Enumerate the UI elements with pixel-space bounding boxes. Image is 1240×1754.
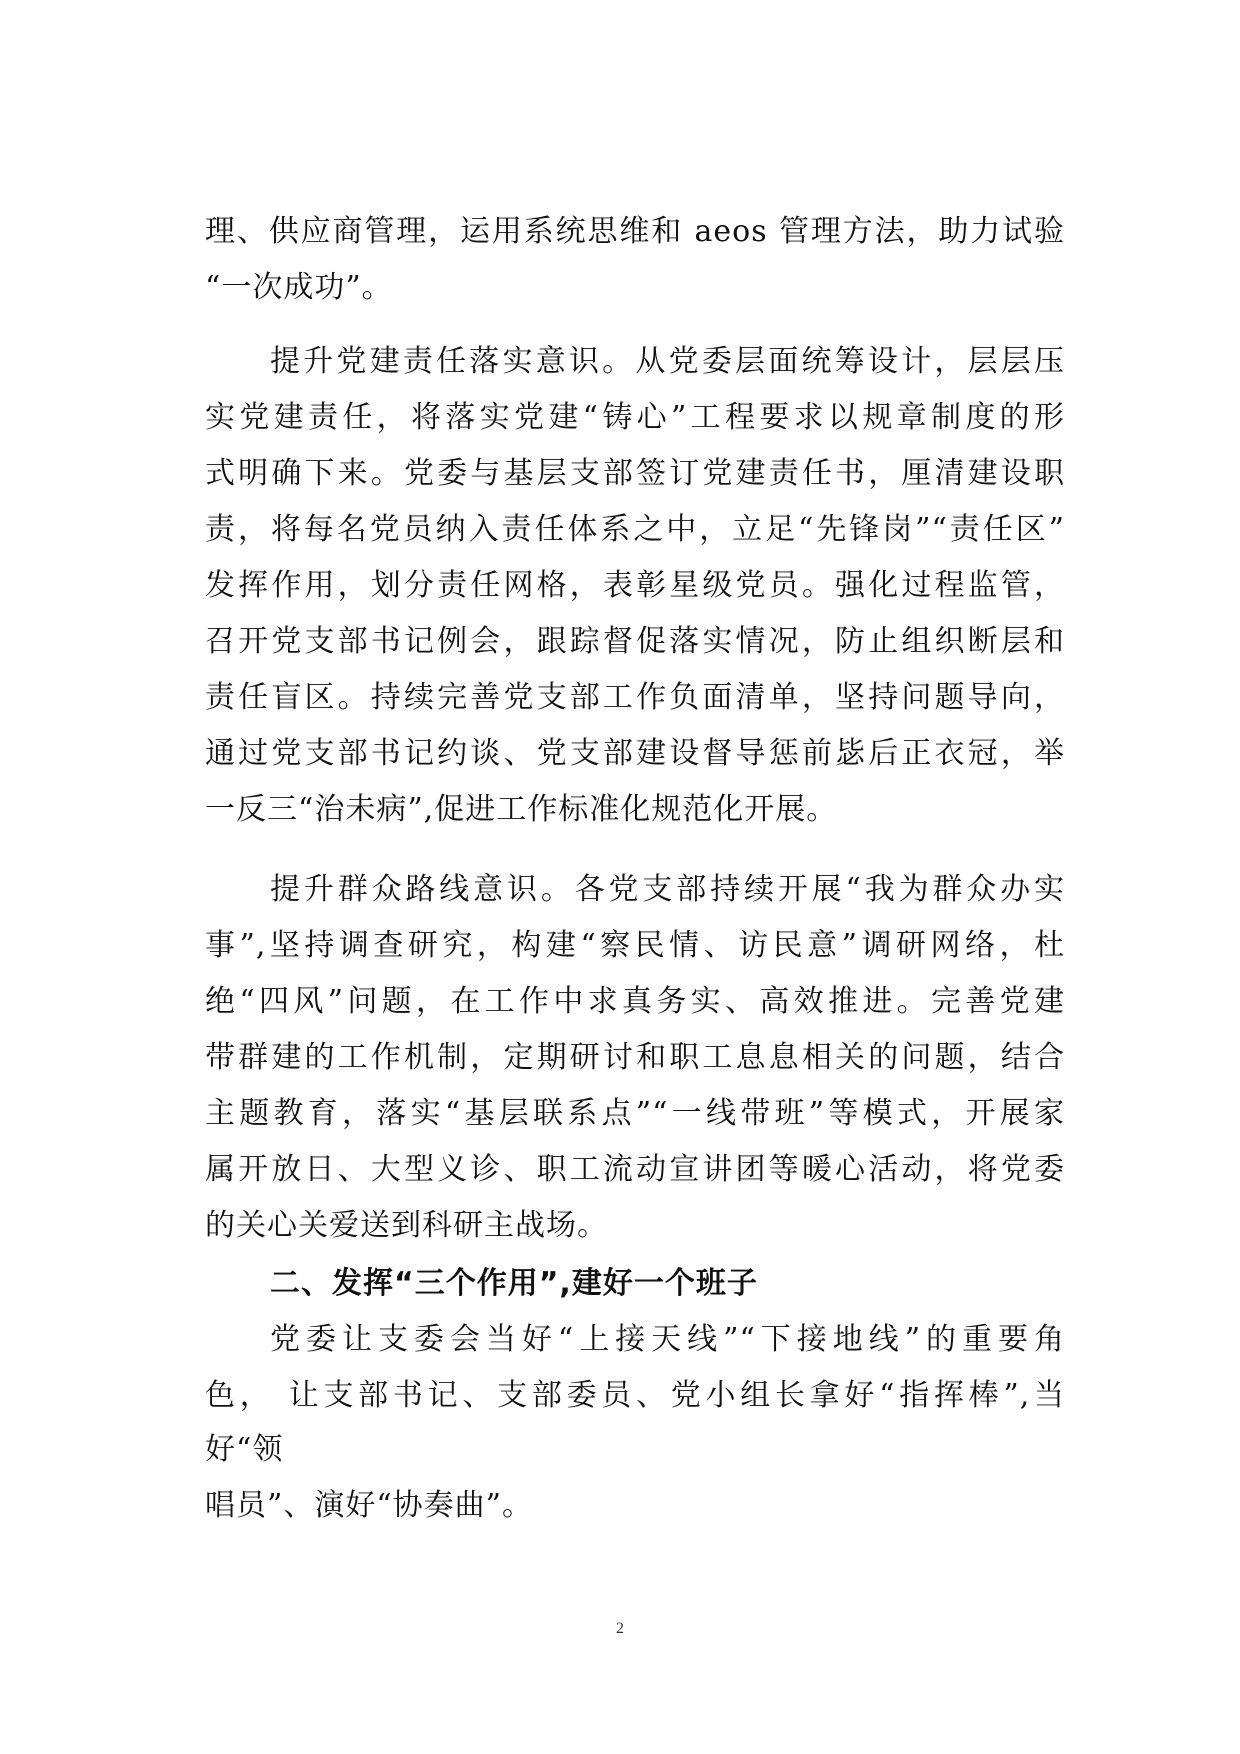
paragraph-3-line: 唱员”、演好“协奏曲”。 [205,1488,534,1523]
text-line: “一次成功”。 [205,270,393,305]
paragraph-1-line: 一反三“治未病”,促进工作标准化规范化开展。 [205,792,838,827]
paragraph-1-line: 发挥作用，划分责任网格，表彰星级党员。强化过程监管， [205,568,1065,603]
paragraph-1-line: 提升党建责任落实意识。从党委层面统筹设计，层层压 [270,344,1065,379]
paragraph-1-line: 责，将每名党员纳入责任体系之中，立足“先锋岗”“责任区” [205,512,1065,547]
paragraph-3-line: 党委让支委会当好“上接天线”“下接地线”的重要角 [270,1322,1065,1357]
page-number: 2 [616,1620,624,1637]
paragraph-2-line: 绝“四风”问题，在工作中求真务实、高效推进。完善党建 [205,984,1065,1019]
paragraph-2-line: 的关心关爱送到科研主战场。 [205,1208,608,1243]
paragraph-2-line: 提升群众路线意识。各党支部持续开展“我为群众办实 [270,872,1065,907]
paragraph-2-line: 主题教育，落实“基层联系点”“一线带班”等模式，开展家 [205,1096,1065,1131]
text-line: 理、供应商管理，运用系统思维和 aeos 管理方法，助力试验 [205,214,1065,249]
paragraph-1-line: 通过党支部书记约谈、党支部建设督导惩前毖后正衣冠，举 [205,736,1065,771]
paragraph-1-line: 责任盲区。持续完善党支部工作负面清单，坚持问题导向， [205,680,1065,715]
paragraph-1-line: 实党建责任，将落实党建“铸心”工程要求以规章制度的形 [205,400,1065,435]
paragraph-3-line: 好“领 [205,1432,284,1467]
paragraph-1-line: 式明确下来。党委与基层支部签订党建责任书，厘清建设职 [205,456,1065,491]
paragraph-1-line: 召开党支部书记例会，跟踪督促落实情况，防止组织断层和 [205,624,1065,659]
paragraph-3-line: 色， 让支部书记、支部委员、党小组长拿好“指挥棒”,当 [205,1378,1065,1413]
paragraph-2-line: 属开放日、大型义诊、职工流动宣讲团等暖心活动，将党委 [205,1152,1065,1187]
paragraph-2-line: 事”,坚持调查研究，构建“察民情、访民意”调研网络，杜 [205,928,1065,963]
section-heading: 二、发挥“三个作用”,建好一个班子 [270,1266,758,1301]
paragraph-2-line: 带群建的工作机制，定期研讨和职工息息相关的问题，结合 [205,1040,1065,1075]
